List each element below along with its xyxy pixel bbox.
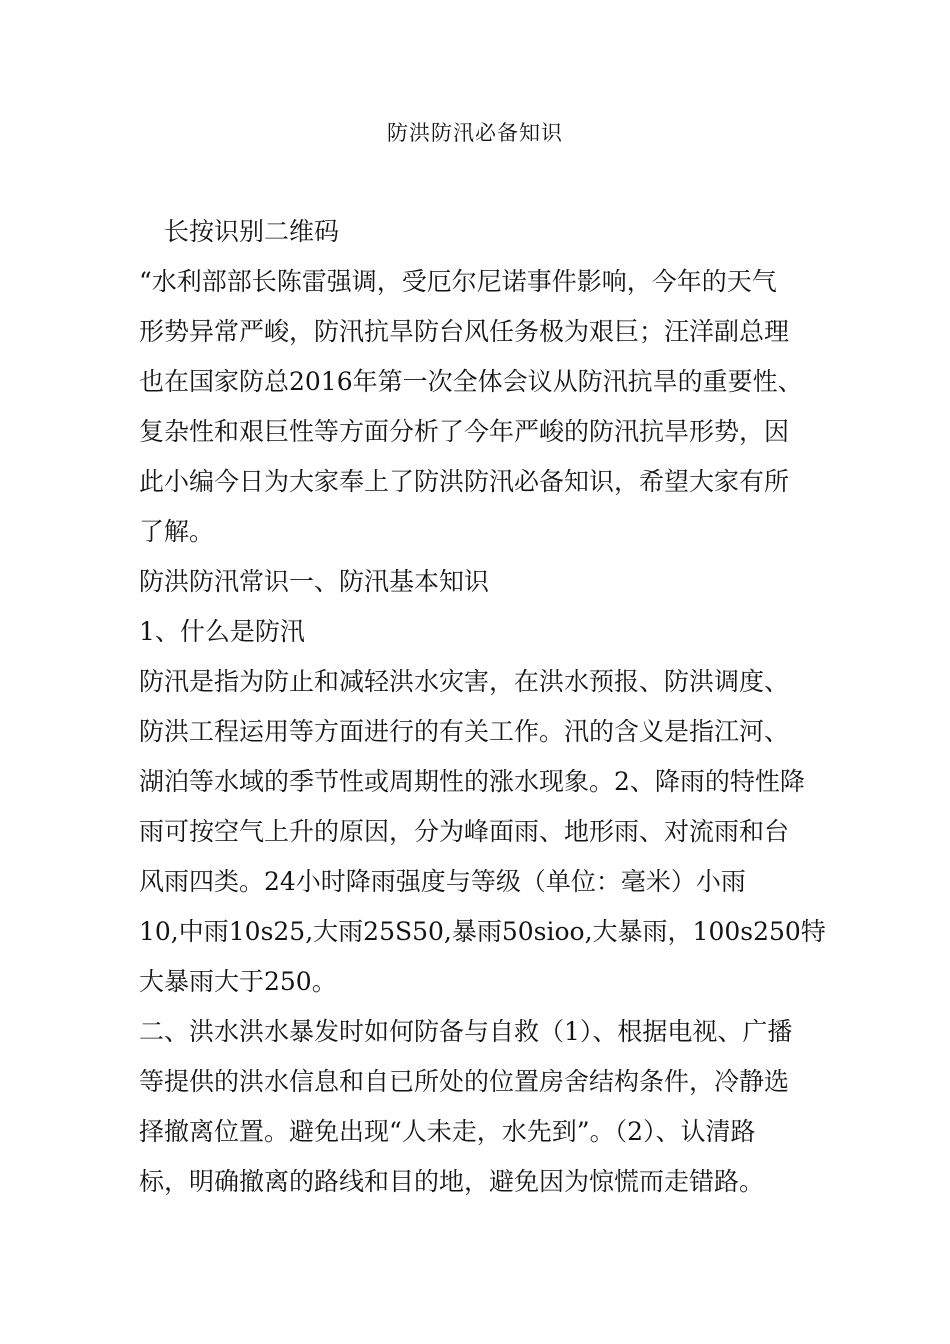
document-body [139,207,826,1207]
text-line: 长按识别二维码 [164,217,340,246]
text-line: 择撤离位置。避免出现“人未走，水先到”。（2）、认清路 [139,1117,756,1146]
text-line: 雨可按空气上升的原因，分为峰面雨、地形雨、对流雨和台 [139,817,790,846]
text-line: 也在国家防总2016年第一次全体会议从防汛抗旱的重要性、 [139,367,803,396]
text-line: 等提供的洪水信息和自已所处的位置房舍结构条件，冷静选 [139,1067,790,1096]
text-line: 大暴雨大于250。 [139,967,337,996]
text-line: 了解。 [139,517,215,546]
text-line: 防洪工程运用等方面进行的有关工作。汛的含义是指江河、 [139,717,790,746]
subsection-heading: 1、什么是防汛 [139,617,305,646]
text-line: 二、洪水洪水暴发时如何防备与自救（1）、根据电视、广播 [139,1017,793,1046]
text-line: 湖泊等水域的季节性或周期性的涨水现象。2、降雨的特性降 [139,767,805,796]
text-line: 此小编今日为大家奉上了防洪防汛必备知识，希望大家有所 [139,467,790,496]
document-title: 防洪防汛必备知识 [387,121,563,145]
text-line: 10,中雨10s25,大雨25S50,暴雨50sioo,大暴雨，100s250特 [139,917,826,946]
text-line: 形势异常严峻，防汛抗旱防台风任务极为艰巨；汪洋副总理 [139,317,790,346]
text-line: 防汛是指为防止和减轻洪水灾害，在洪水预报、防洪调度、 [139,667,790,696]
text-line: 标，明确撤离的路线和目的地，避免因为惊慌而走错路。 [139,1167,765,1196]
text-line: “水利部部长陈雷强调，受厄尔尼诺事件影响，今年的天气 [139,267,777,296]
text-line: 风雨四类。24小时降雨强度与等级（单位：毫米）小雨 [139,867,746,896]
text-line: 复杂性和艰巨性等方面分析了今年严峻的防汛抗旱形势，因 [139,417,790,446]
section-heading: 防洪防汛常识一、防汛基本知识 [139,567,490,596]
